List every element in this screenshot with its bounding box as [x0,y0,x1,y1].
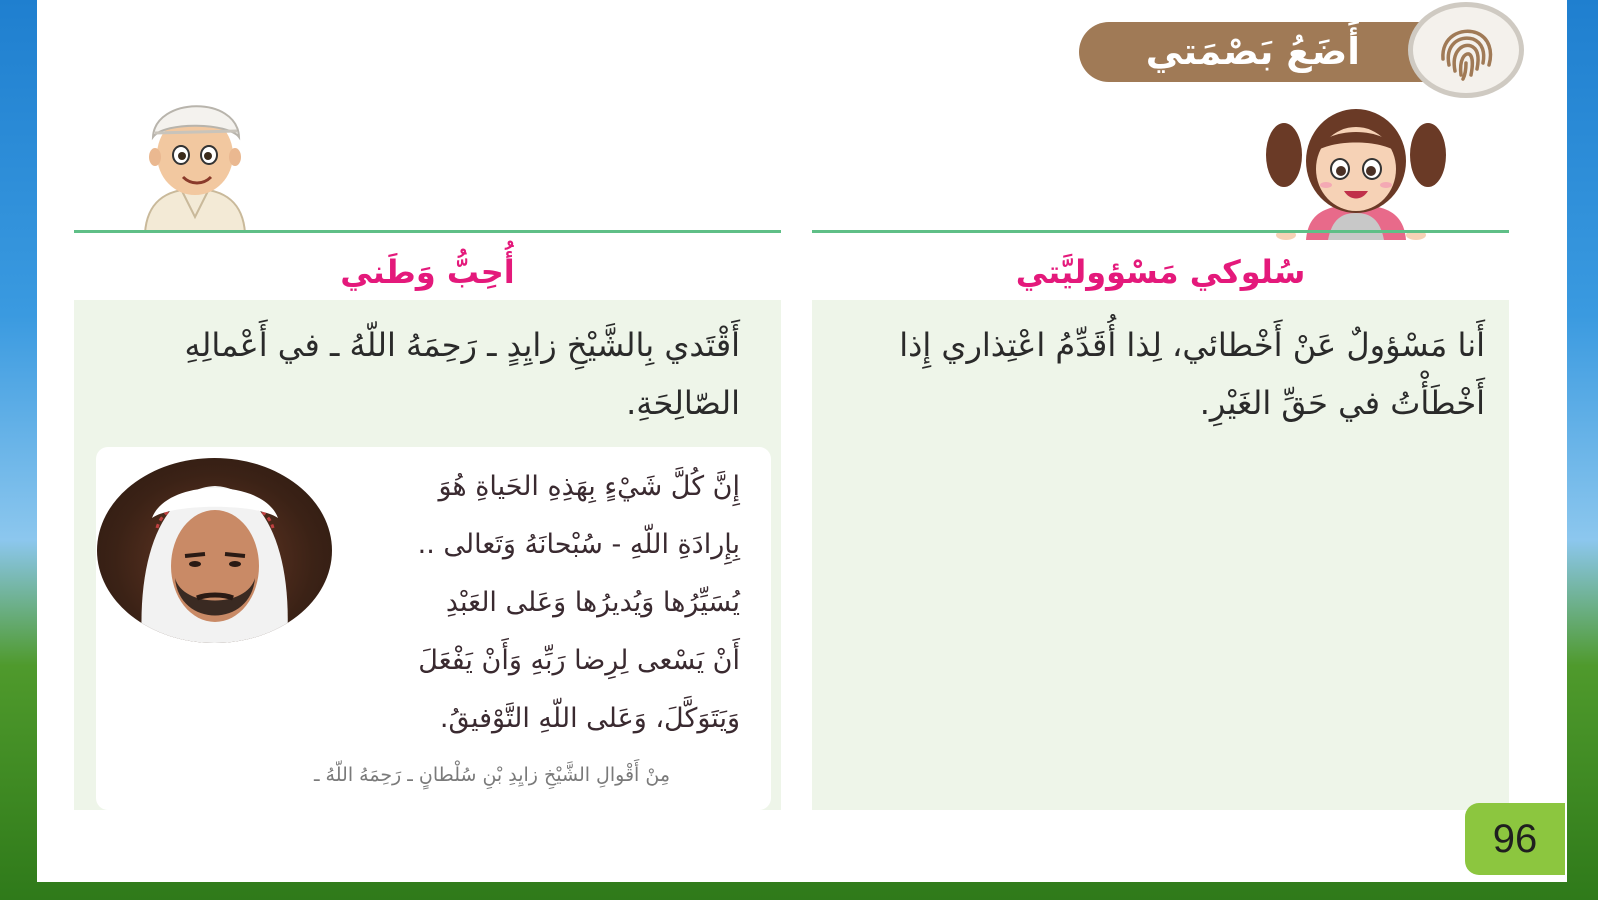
left-column-title: أُحِبُّ وَطَني [340,253,515,291]
quote-line: بِإِرادَةِ اللّهِ - سُبْحانَهُ وَتَعالى .. [417,529,740,560]
left-panel-text [90,316,740,432]
quote-text [310,458,740,748]
right-panel-text-line2: أَخْطَأْتُ في حَقِّ الغَيْرِ. [1199,384,1485,422]
quote-line: إِنَّ كُلَّ شَيْءٍ بِهَذِهِ الحَياةِ هُوَ [438,471,740,502]
left-divider [74,230,781,233]
left-panel-text-line1: أَقْتَدي بِالشَّيْخِ زايِدٍ ـ رَحِمَهُ اللّهُ ـ في أَعْمالِهِ [184,326,740,364]
page-number: 96 [1492,817,1538,861]
right-divider [812,230,1509,233]
girl-character-illustration [1266,95,1446,240]
right-panel-text-line1: أَنا مَسْؤولٌ عَنْ أَخْطائي، لِذا أُقَدِّمُ اعْتِذاري إِذا [899,326,1485,364]
right-column-title: سُلوكي مَسْؤوليَّتي [1015,253,1306,291]
quote-source: مِنْ أَقْوالِ الشَّيْخِ زايِدِ بْنِ سُلْطانٍ ـ رَحِمَهُ اللّهُ ـ [313,764,670,786]
boy-character-illustration [125,85,265,233]
left-panel-text-line2: الصّالِحَةِ. [626,384,740,422]
fingerprint-icon [1408,2,1524,98]
quote-line: يُسَيِّرُها وَيُديرُها وَعَلى العَبْدِ [445,587,740,618]
right-panel-text [830,316,1485,432]
quote-line: وَيَتَوَكَّلَ، وَعَلى اللّهِ التَّوْفيقُ. [439,703,740,734]
section-badge-title: أَضَعُ بَصْمَتي [1145,30,1360,73]
sheikh-zayed-portrait [97,458,332,643]
quote-line: أَنْ يَسْعى لِرِضا رَبِّهِ وَأَنْ يَفْعَلَ [418,645,740,676]
